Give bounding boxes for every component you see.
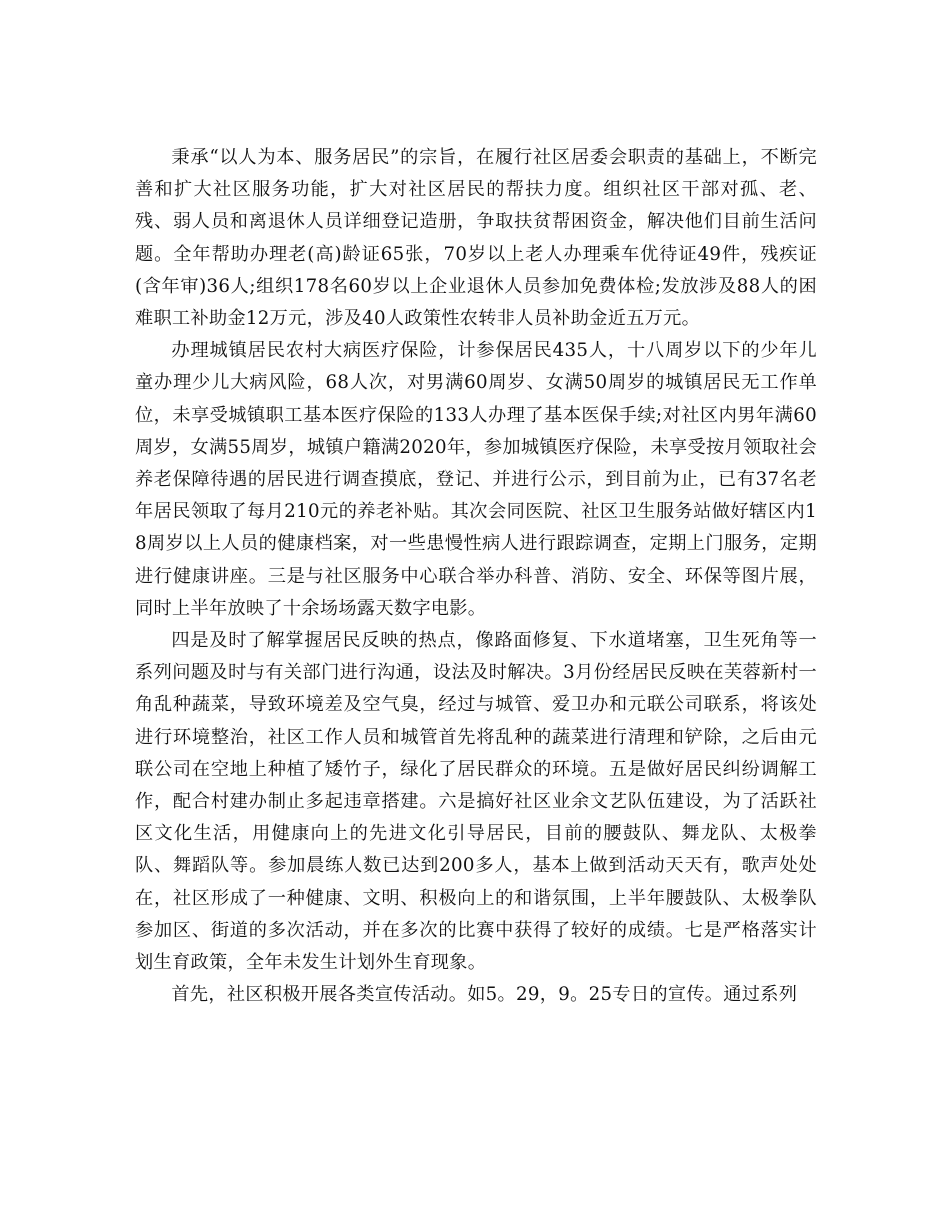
paragraph-publicity: 首先，社区积极开展各类宣传活动。如5。29，9。25专日的宣传。通过系列 <box>171 984 798 1006</box>
paragraph-medical-insurance: 办理城镇居民农村大病医疗保险，计参保居民435人，十八周岁以下的少年儿童办理少儿大病风险，68人次，对男满60周岁、女满50周岁的城镇居民无工作单位，未享受城镇职工基本医疗保险的133人办理了基本医保手续;对社区内男年满60周岁，女满55周岁，城镇户籍满2020年，参加城镇医疗保险，未享受按月领取社会养老保障待遇的居民进行调查摸底，登记、并进行公示，到目前为止，已有37名老年居民领取了每月210元的养老补贴。其次会同医院、社区卫生服务站做好辖区内18周岁以上人员的健康档案，对一些患慢性病人进行跟踪调查，定期上门服务，定期进行健康讲座。三是与社区服务中心联合举办科普、消防、安全、环保等图片展，同时上半年放映了十余场场露天数字电影。 <box>135 340 817 619</box>
document-page <box>135 142 817 1011</box>
paragraph-community-issues: 四是及时了解掌握居民反映的热点，像路面修复、下水道堵塞，卫生死角等一系列问题及时与有关部门进行沟通，设法及时解决。3月份经居民反映在芙蓉新村一角乱种蔬菜，导致环境差及空气臭，经过与城管、爱卫办和元联公司联系，将该处进行环境整治，社区工作人员和城管首先将乱种的蔬菜进行清理和铲除，之后由元联公司在空地上种植了矮竹子，绿化了居民群众的环境。五是做好居民纠纷调解工作，配合村建办制止多起违章搭建。六是搞好社区业余文艺队伍建设，为了活跃社区文化生活，用健康向上的先进文化引导居民，目前的腰鼓队、舞龙队、太极拳队、舞蹈队等。参加晨练人数已达到200多人，基本上做到活动天天有，歌声处处在，社区形成了一种健康、文明、积极向上的和谐氛围，上半年腰鼓队、太极拳队参加区、街道的多次活动，并在多次的比赛中获得了较好的成绩。七是严格落实计划生育政策，全年未发生计划外生育现象。 <box>135 630 817 974</box>
paragraph-elderly-assistance: 秉承“以人为本、服务居民”的宗旨，在履行社区居委会职责的基础上，不断完善和扩大社区服务功能，扩大对社区居民的帮扶力度。组织社区干部对孤、老、残、弱人员和离退休人员详细登记造册，争取扶贫帮困资金，解决他们目前生活问题。全年帮助办理老(高)龄证65张，70岁以上老人办理乘车优待证49件，残疾证(含年审)36人;组织178名60岁以上企业退休人员参加免费体检;发放涉及88人的困难职工补助金12万元，涉及40人政策性农转非人员补助金近五万元。 <box>135 147 817 330</box>
